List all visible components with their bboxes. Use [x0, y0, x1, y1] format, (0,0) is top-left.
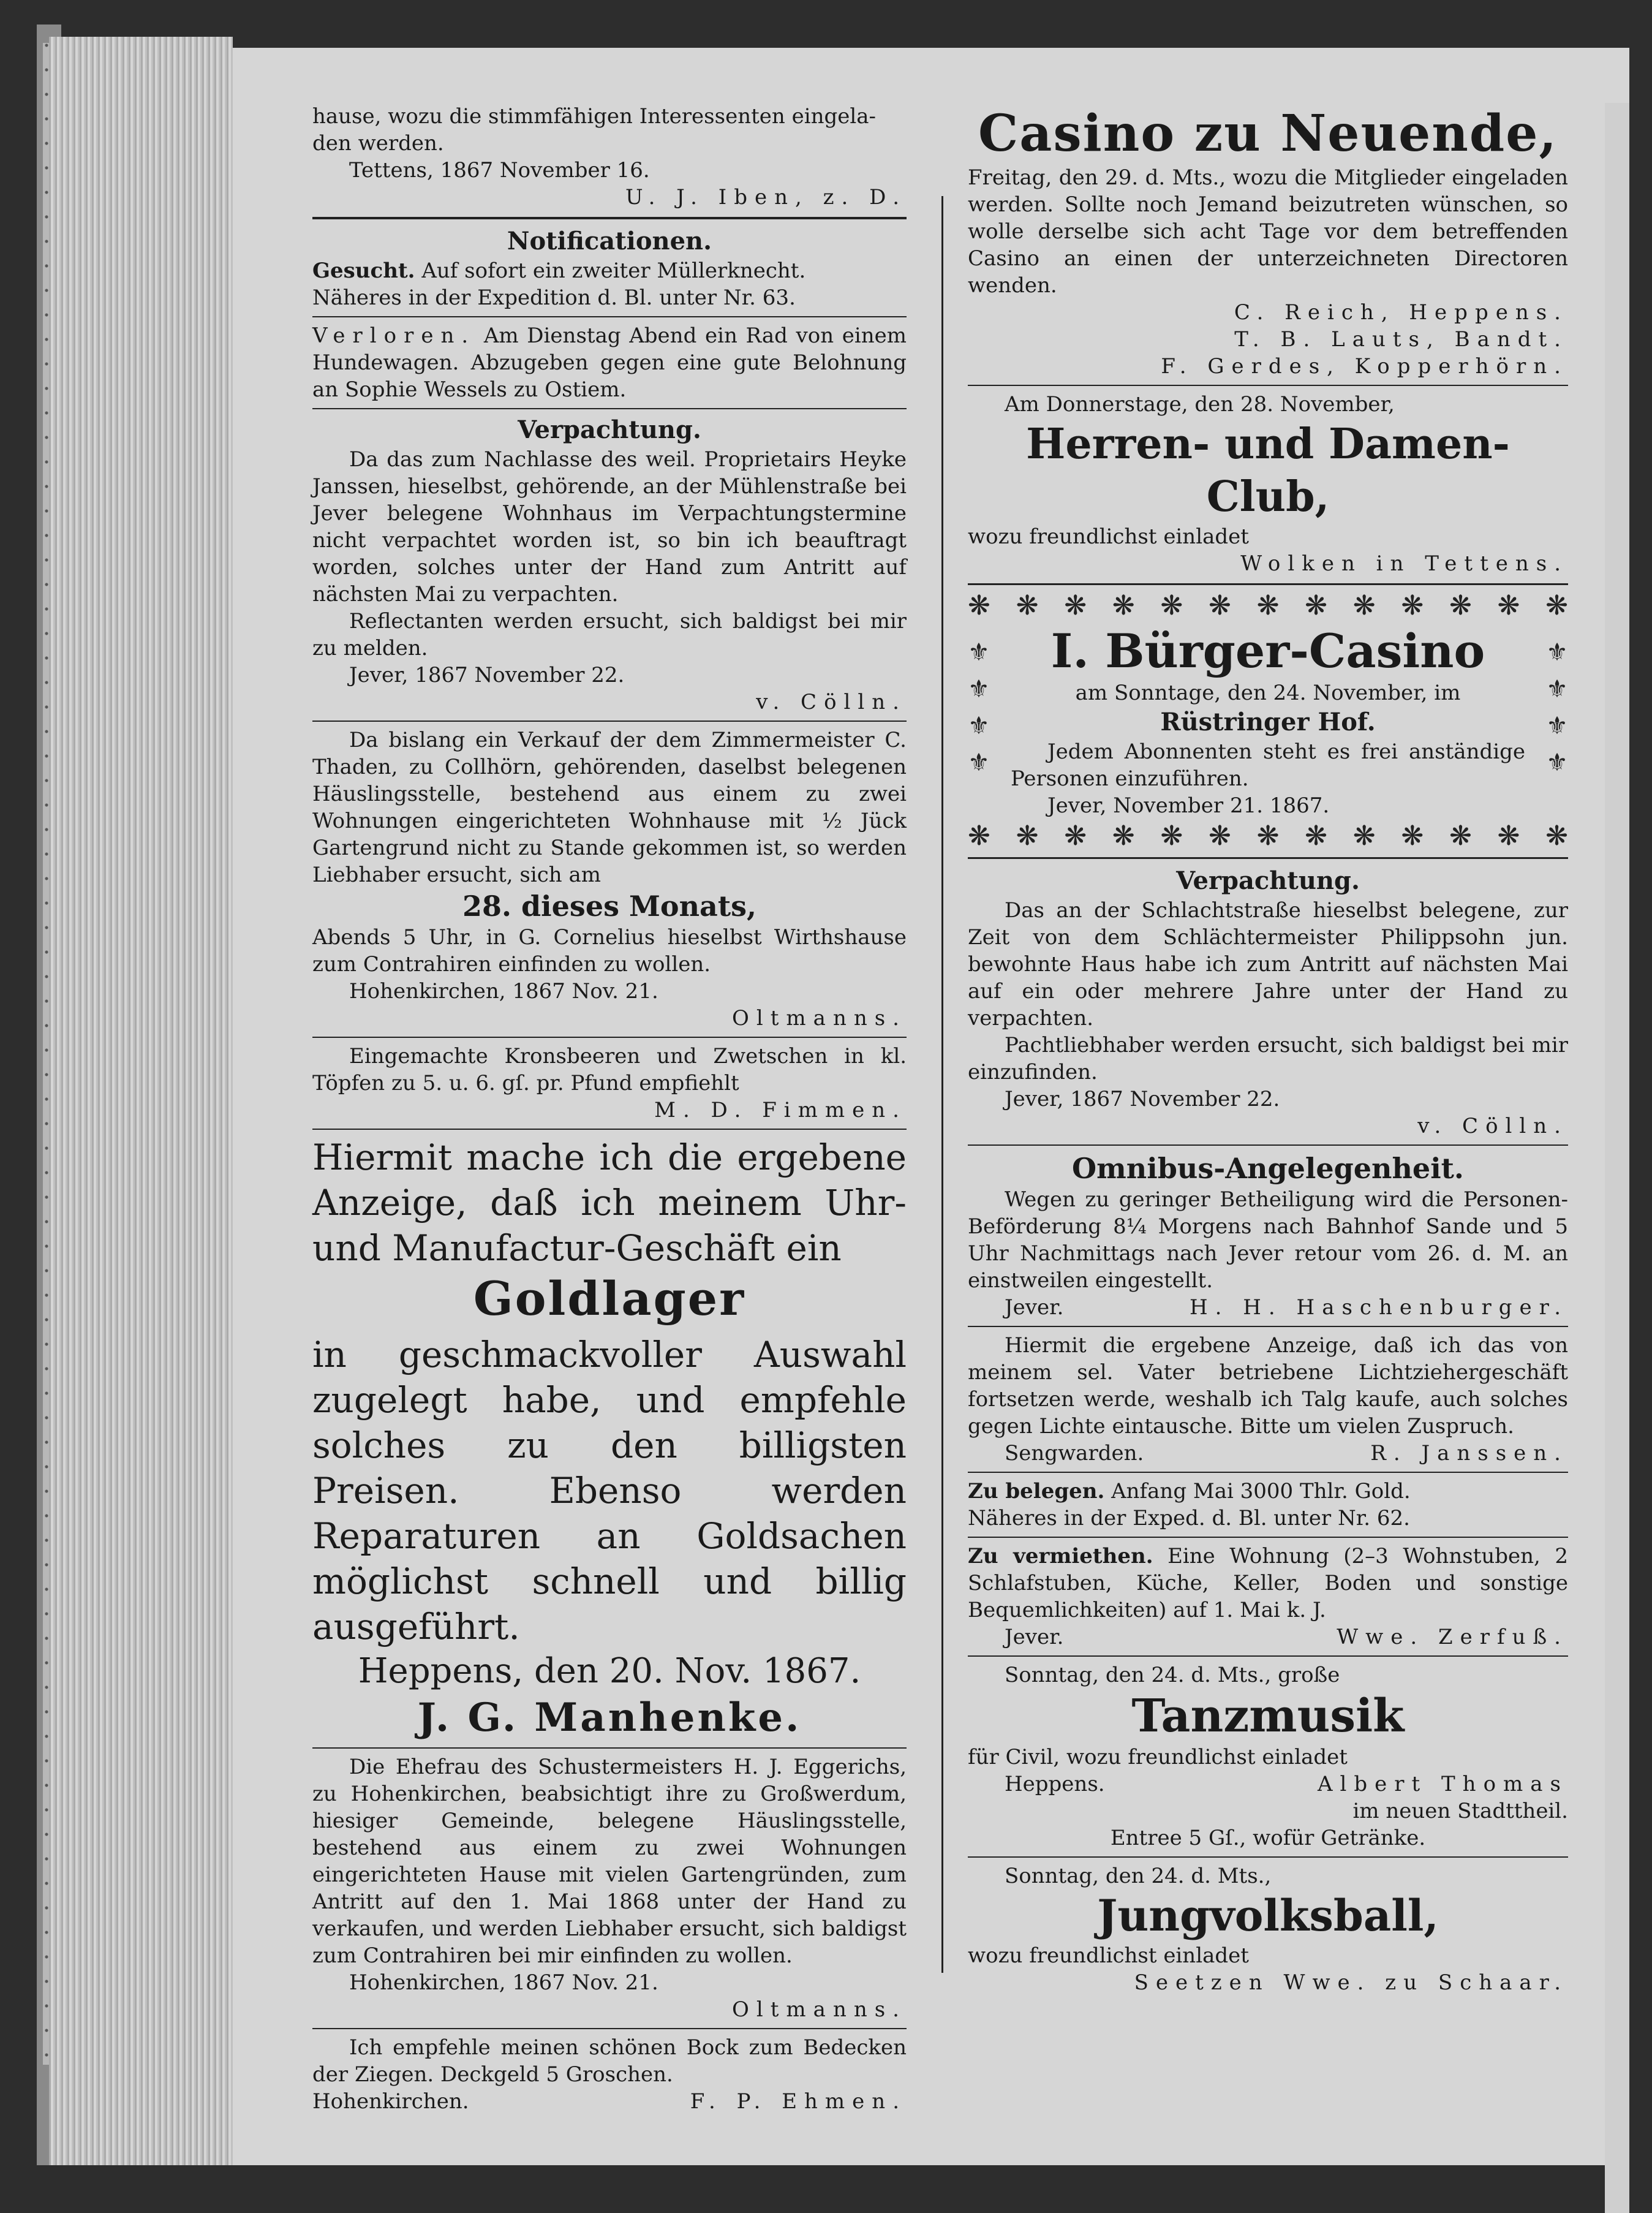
thaden-text2: Abends 5 Uhr, in G. Cornelius hieselbst Wirthshause zum Contrahiren einfinden zu wollen. [312, 925, 907, 977]
signature: Seetzen Wwe. zu Schaar. [1134, 1970, 1568, 1995]
verloren-lead: Verloren. [312, 323, 476, 348]
place-date: Jever, 1867 November 22. [1005, 1087, 1280, 1111]
ornament-left: ⚜ ⚜ ⚜ ⚜ [968, 638, 990, 777]
eggerichs-text: Die Ehefrau des Schustermeisters H. J. Eggerichs, zu Hohenkirchen, beabsichtigt ihre zu Großwerdum, hiesiger Gemeinde, belegene Häuslingsstelle, bestehend aus einem zu zwei Wohnungen eingerichteten Hause mit vielen Gartengründen, zum Antritt auf den 1. Mai 1868 unter der Hand zu verkaufen, und werden Liebhaber ersucht, sich baldigst zum Contrahiren bei mir einfinden zu wollen. [312, 1755, 907, 1968]
divider [312, 408, 907, 409]
place-date: Jever, November 21. 1867. [1047, 793, 1330, 818]
divider [312, 721, 907, 722]
divider [968, 1326, 1568, 1327]
omnibus-text: Wegen zu geringer Betheiligung wird die Personen-Beförderung 8¼ Morgens nach Bahnhof Sande und 5 Uhr Nachmittags nach Jever retour vom 26. d. M. an einstweilen eingestellt. [968, 1187, 1568, 1293]
signature: H. H. Haschenburger. [1190, 1295, 1568, 1320]
place-date: Heppens, den 20. Nov. 1867. [358, 1651, 861, 1691]
place: Jever. [1005, 1625, 1064, 1649]
gesucht-text: Auf sofort ein zweiter Müllerknecht. [421, 259, 806, 283]
divider [968, 1537, 1568, 1538]
right-column [968, 103, 1568, 1996]
divider [312, 2028, 907, 2029]
zu-belegen-text: Anfang Mai 3000 Thlr. Gold. [1111, 1479, 1411, 1504]
kronsbeeren-text: Eingemachte Kronsbeeren und Zwetschen in kl. Töpfen zu 5. u. 6. gſ. pr. Pfund empfiehlt [312, 1044, 907, 1095]
divider [312, 217, 907, 219]
zu-belegen-lead: Zu belegen. [968, 1479, 1105, 1504]
tanzmusik-title: Tanzmusik [1131, 1690, 1405, 1742]
jungvolksball-title: Jungvolksball, [1097, 1890, 1439, 1941]
place-date: Tettens, 1867 November 16. [349, 158, 650, 183]
next-page-edge [1605, 103, 1629, 2213]
signature: v. Cölln. [756, 690, 907, 714]
zu-vermiethen-text: Eine Wohnung (2–3 Wohnstuben, 2 Schlafstuben, Küche, Keller, Boden und sonstige Bequemlichkeiten) auf 1. Mai k. J. [968, 1544, 1568, 1622]
signature: Wolken in Tettens. [1240, 551, 1568, 576]
casino-neuende-text: Freitag, den 29. d. Mts., wozu die Mitglieder eingeladen werden. Sollte noch Jemand beizutreten wünschen, so wolle derselbe sich acht Tage vor dem betreffenden Casino an einen der unterzeichneten Directoren wenden. [968, 165, 1568, 298]
tanzmusik-date: Sonntag, den 24. d. Mts., große [1005, 1663, 1340, 1687]
verpachtung-title: Verpachtung. [518, 415, 701, 444]
club-title: Herren- und Damen-Club, [1026, 420, 1510, 521]
signature-location: im neuen Stadttheil. [1352, 1799, 1568, 1823]
divider [312, 1037, 907, 1038]
goldlager-intro: Hiermit mache ich die ergebene Anzeige, daß ich meinem Uhr- und Manufactur-Geschäft ein [312, 1137, 907, 1269]
signature: C. Reich, Heppens. [1234, 300, 1568, 325]
thaden-text: Da bislang ein Verkauf der dem Zimmermeister C. Thaden, zu Collhörn, gehörenden, daselbst belegenen Häuslingsstelle, bestehend aus einem zu zwei Wohnungen eingerichteten Wohnhause mit ½ Jück Gartengrund nicht zu Stande gekommen ist, so werden Liebhaber ersucht, sich am [312, 728, 907, 887]
column-divider [941, 196, 943, 1973]
gesucht-lead: Gesucht. [312, 259, 415, 283]
divider [312, 316, 907, 317]
venue: Rüstringer Hof. [1160, 708, 1376, 736]
verpachtung2-text: Das an der Schlachtstraße hieselbst belegene, zur Zeit von dem Schlächtermeister Philippsohn jun. bewohnte Haus habe ich zum Antritt auf nächsten Mai auf ein oder mehrere Jahre unter der Hand zu verpachten. [968, 898, 1568, 1031]
section-title: Notificationen. [507, 227, 712, 255]
continuation-line: hause, wozu die stimmfähigen Interessenten eingela- [312, 104, 876, 129]
omnibus-title: Omnibus-Angelegenheit. [1072, 1152, 1464, 1185]
entry-fee: Entree 5 Gſ., wofür Getränke. [1110, 1826, 1426, 1850]
verpachtung-text: Da das zum Nachlasse des weil. Proprietairs Heyke Janssen, hieselbst, gehörende, an der Mühlenstraße bei Jever belegene Wohnhaus im Verpachtungstermine nicht verpachtet worden ist, so bin ich beauftragt worden, solches unter der Hand zum Antritt auf nächsten Mai zu verpachten. [312, 447, 907, 607]
divider [968, 385, 1568, 386]
ornament-border-top: ❋ ❋ ❋ ❋ ❋ ❋ ❋ ❋ ❋ ❋ ❋ ❋ ❋ [968, 590, 1568, 621]
place: Sengwarden. [1005, 1441, 1144, 1466]
goldlager-body: in geschmackvoller Auswahl zugelegt habe, und empfehle solches zu den billigsten Preisen. Ebenso werden Reparaturen an Goldsachen möglichst schnell und billig ausgeführt. [312, 1334, 907, 1647]
divider [968, 1856, 1568, 1858]
signature: F. P. Ehmen. [690, 2089, 907, 2114]
signature: R. Janssen. [1370, 1441, 1568, 1466]
jungvolksball-invite: wozu freundlichst einladet [968, 1943, 1249, 1968]
ornament-right: ⚜ ⚜ ⚜ ⚜ [1546, 638, 1568, 777]
divider [968, 1144, 1568, 1146]
divider [312, 1747, 907, 1749]
page-edges [49, 37, 233, 2165]
burger-casino-title: I. Bürger-Casino [1050, 624, 1485, 678]
tanzmusik-invite: für Civil, wozu freundlichst einladet [968, 1745, 1348, 1769]
signature: M. D. Fimmen. [654, 1098, 907, 1122]
signature: v. Cölln. [1417, 1114, 1568, 1138]
verpachtung2-text2: Pachtliebhaber werden ersucht, sich baldigst bei mir einzufinden. [968, 1033, 1568, 1084]
signature: Wwe. Zerfuß. [1337, 1625, 1568, 1649]
verloren-text: Am Dienstag Abend ein Rad von einem Hundewagen. Abzugeben gegen eine gute Belohnung an Sophie Wessels zu Ostiem. [312, 323, 907, 402]
divider [968, 1472, 1568, 1473]
place-date: Jever, 1867 November 22. [349, 663, 625, 687]
burger-casino-box [968, 583, 1568, 859]
signature: T. B. Lauts, Bandt. [1234, 327, 1568, 352]
burger-casino-text: Jedem Abonnenten steht es frei anständige Personen einzuführen. [1011, 740, 1525, 791]
zu-vermiethen-lead: Zu vermiethen. [968, 1544, 1153, 1568]
place: Hohenkirchen. [312, 2089, 469, 2114]
club-invite: wozu freundlichst einladet [968, 524, 1249, 549]
place-date: Hohenkirchen, 1867 Nov. 21. [349, 979, 658, 1004]
divider [312, 1129, 907, 1130]
goldlager-headline: Goldlager [473, 1271, 746, 1326]
place-date: Hohenkirchen, 1867 Nov. 21. [349, 1970, 658, 1995]
verpachtung2-title: Verpachtung. [1176, 866, 1360, 895]
divider [968, 1655, 1568, 1657]
casino-neuende-title: Casino zu Neuende, [978, 104, 1558, 163]
date-heading: 28. dieses Monats, [462, 890, 757, 923]
verpachtung-text2: Reflectanten werden ersucht, sich baldigst bei mir zu melden. [312, 609, 907, 660]
continuation-line: den werden. [312, 131, 444, 156]
place: Jever. [1005, 1295, 1064, 1320]
signature: Albert Thomas [1317, 1772, 1568, 1796]
place: Heppens. [1005, 1772, 1105, 1796]
signature: F. Gerdes, Kopperhörn. [1161, 354, 1568, 379]
advertiser-name: J. G. Manhenke. [417, 1695, 802, 1741]
ornament-border-bottom: ❋ ❋ ❋ ❋ ❋ ❋ ❋ ❋ ❋ ❋ ❋ ❋ ❋ [968, 820, 1568, 852]
club-date: Am Donnerstage, den 28. November, [1005, 392, 1395, 417]
burger-casino-date: am Sonntage, den 24. November, im [1075, 681, 1461, 705]
left-column [312, 103, 907, 2115]
signature: Oltmanns. [732, 1997, 907, 2022]
gesucht-line2: Näheres in der Expedition d. Bl. unter Nr. 63. [312, 286, 796, 310]
jungvolksball-date: Sonntag, den 24. d. Mts., [1005, 1864, 1272, 1888]
zu-belegen-line2: Näheres in der Exped. d. Bl. unter Nr. 62. [968, 1506, 1410, 1530]
bock-text: Ich empfehle meinen schönen Bock zum Bedecken der Ziegen. Deckgeld 5 Groschen. [312, 2035, 907, 2087]
lichtzieher-text: Hiermit die ergebene Anzeige, daß ich das von meinem sel. Vater betriebene Lichtziehergeschäft fortsetzen werde, weshalb ich Talg kaufe, auch solches gegen Lichte eintausche. Bitte um vielen Zuspruch. [968, 1333, 1568, 1439]
signature: Oltmanns. [732, 1006, 907, 1031]
signature: U. J. Iben, z. D. [625, 185, 907, 210]
